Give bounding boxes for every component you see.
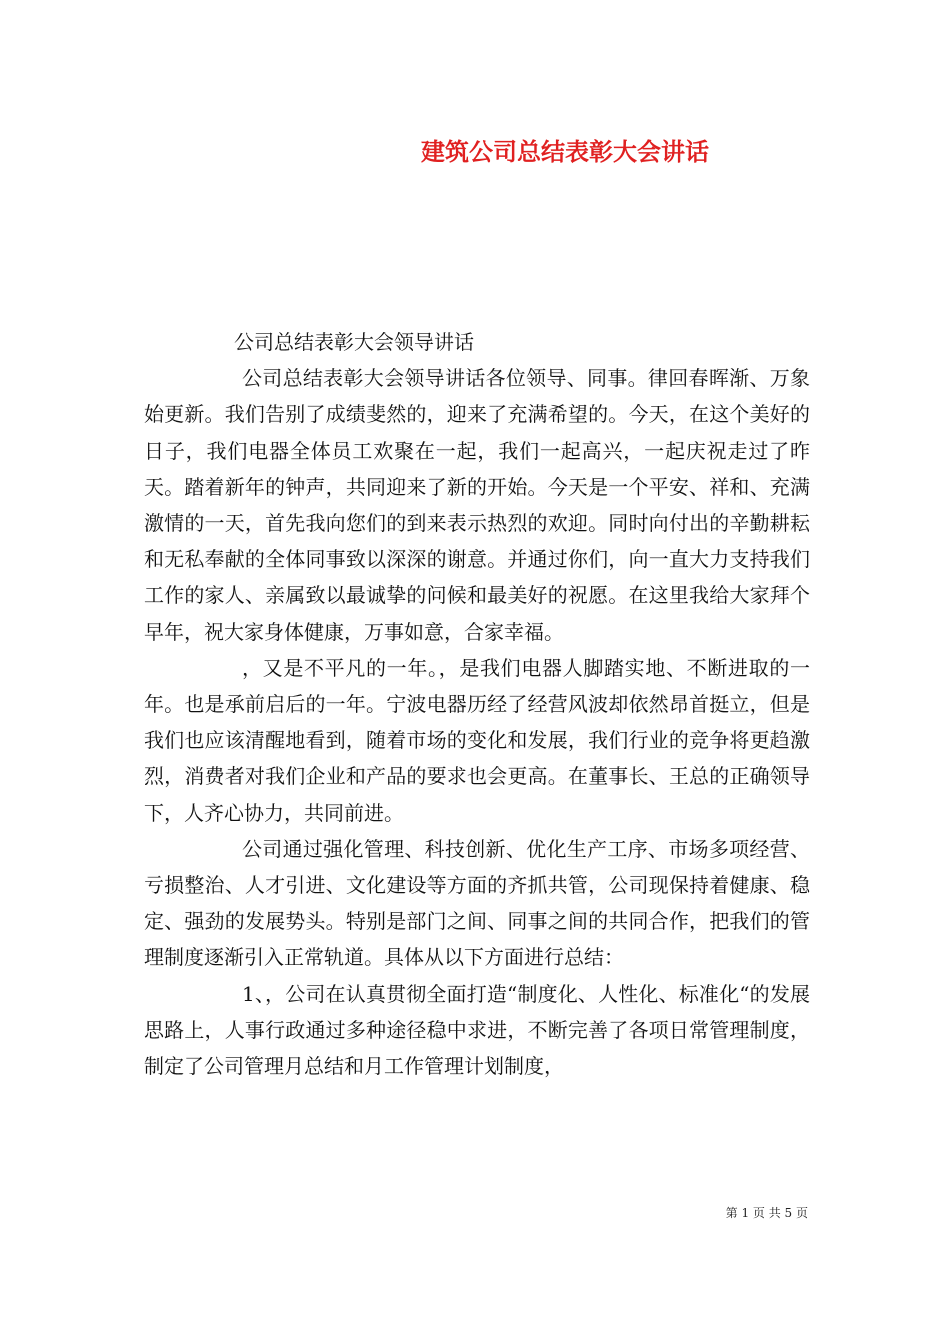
document-title: 建筑公司总结表彰大会讲话: [421, 137, 709, 166]
page-footer: 第 1 页 共 5 页: [725, 1206, 808, 1220]
paragraph-3: 公司通过强化管理、科技创新、优化生产工序、市场多项经营、亏损整治、人才引进、文化建设等方面的齐抓共管，公司现保持着健康、稳定、强劲的发展势头。特别是部门之间、同事之间的共同合作，把我们的管理制度逐渐引入正常轨道。具体从以下方面进行总结：: [144, 836, 810, 970]
speech-heading: 公司总结表彰大会领导讲话: [234, 330, 474, 354]
paragraph-2: ，又是不平凡的一年。，是我们电器人脚踏实地、不断进取的一年。也是承前启后的一年。宁波电器历经了经营风波却依然昂首挺立，但是我们也应该清醒地看到，随着市场的变化和发展，我们行业的竞争将更趋激烈，消费者对我们企业和产品的要求也会更高。在董事长、王总的正确领导下，人齐心协力，共同前进。: [144, 655, 810, 825]
paragraph-4: 1、，公司在认真贯彻全面打造“制度化、人性化、标准化“的发展思路上，人事行政通过多种途径稳中求进，不断完善了各项日常管理制度，制定了公司管理月总结和月工作管理计划制度，: [144, 981, 810, 1079]
document-body: [144, 324, 810, 1084]
paragraph-1: 公司总结表彰大会领导讲话各位领导、同事。律回春晖渐、万象始更新。我们告别了成绩斐然的，迎来了充满希望的。今天，在这个美好的日子，我们电器全体员工欢聚在一起，我们一起高兴，一起庆祝走过了昨天。踏着新年的钟声，共同迎来了新的开始。今天是一个平安、祥和、充满激情的一天，首先我向您们的到来表示热烈的欢迎。同时向付出的辛勤耕耘和无私奉献的全体同事致以深深的谢意。并通过你们，向一直大力支持我们工作的家人、亲属致以最诚挚的问候和最美好的祝愿。在这里我给大家拜个早年，祝大家身体健康，万事如意，合家幸福。: [144, 366, 810, 644]
